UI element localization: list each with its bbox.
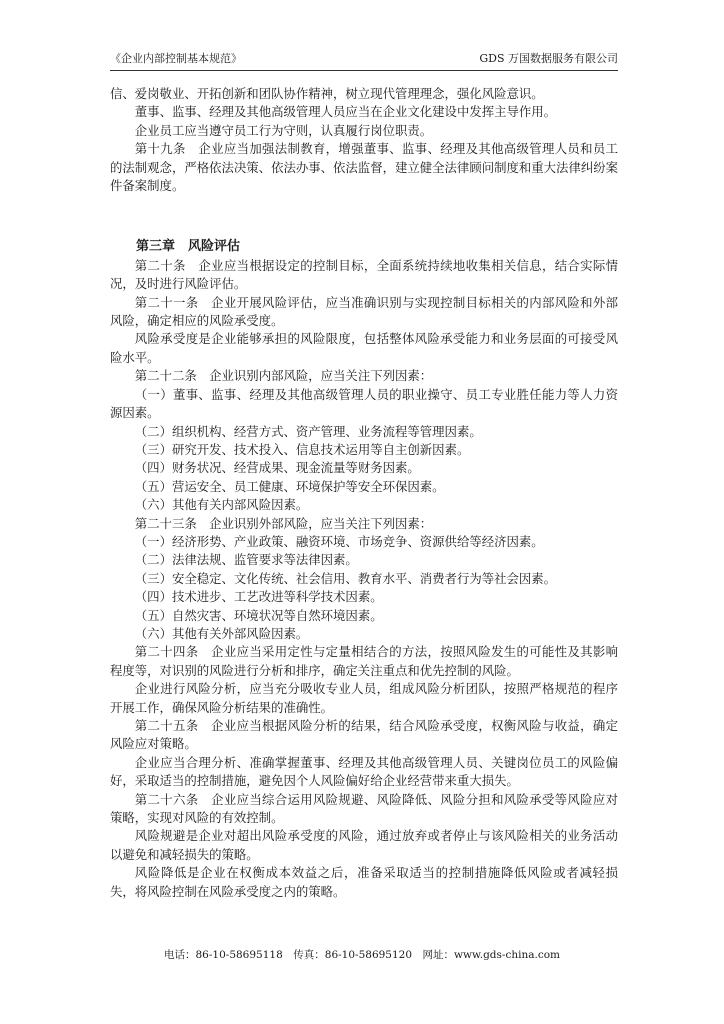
list-item: （二）组织机构、经营方式、资产管理、业务流程等管理因素。 [134, 423, 482, 439]
paragraph: 风险承受度是企业能够承担的风险限度，包括整体风险承受能力和业务层面的可接受风险水平。 [110, 331, 618, 365]
article-21: 第二十一条 企业开展风险评估，应当准确识别与实现控制目标相关的内部风险和外部风险，确定相应的风险承受度。 [110, 294, 618, 329]
article-26: 第二十六条 企业应当综合运用风险规避、风险降低、风险分担和风险承受等风险应对策略，实现对风险的有效控制。 [110, 791, 618, 826]
list-item: （六）其他有关内部风险因素。 [134, 497, 309, 513]
article-22: 第二十二条 企业识别内部风险，应当关注下列因素： [134, 368, 433, 384]
paragraph: 信、爱岗敬业、开拓创新和团队协作精神，树立现代管理理念，强化风险意识。 [110, 86, 544, 101]
list-item: （一）董事、监事、经理及其他高级管理人员的职业操守、员工专业胜任能力等人力资源因素。 [110, 386, 618, 421]
page-footer: 电话：86-10-58695118 传真：86-10-58695120 网址：www.gds-china.com [164, 949, 560, 961]
list-item: （五）自然灾害、环境状况等自然环境因素。 [134, 607, 383, 623]
list-item: （四）财务状况、经营成果、现金流量等财务因素。 [134, 460, 420, 476]
list-item: （六）其他有关外部风险因素。 [134, 625, 309, 641]
paragraph: 风险降低是企业在权衡成本效益之后，准备采取适当的控制措施降低风险或者减轻损失，将风险控制在风险承受度之内的策略。 [110, 865, 618, 899]
article-20: 第二十条 企业应当根据设定的控制目标，全面系统持续地收集相关信息，结合实际情况，及时进行风险评估。 [110, 257, 618, 292]
list-item: （三）安全稳定、文化传统、社会信用、教育水平、消费者行为等社会因素。 [134, 570, 557, 586]
list-item: （三）研究开发、技术投入、信息技术运用等自主创新因素。 [134, 441, 470, 457]
list-item: （四）技术进步、工艺改进等科学技术因素。 [134, 589, 383, 605]
article-24: 第二十四条 企业应当采用定性与定量相结合的方法，按照风险发生的可能性及其影响程度等，对识别的风险进行分析和排序，确定关注重点和优先控制的风险。 [110, 644, 618, 678]
paragraph: 企业进行风险分析，应当充分吸收专业人员，组成风险分析团队，按照严格规范的程序开展工作，确保风险分析结果的准确性。 [110, 681, 618, 715]
paragraph: 董事、监事、经理及其他高级管理人员应当在企业文化建设中发挥主导作用。 [134, 104, 557, 120]
list-item: （五）营运安全、员工健康、环境保护等安全环保因素。 [134, 478, 445, 494]
chapter-title: 第三章 风险评估 [136, 239, 241, 255]
header-document-title: 《企业内部控制基本规范》 [110, 52, 242, 65]
document-body [110, 85, 618, 901]
page-header [110, 50, 618, 71]
paragraph: 风险规避是企业对超出风险承受度的风险，通过放弃或者停止与该风险相关的业务活动以避免和减轻损失的策略。 [110, 828, 618, 862]
paragraph: 企业应当合理分析、准确掌握董事、经理及其他高级管理人员、关键岗位员工的风险偏好，采取适当的控制措施，避免因个人风险偏好给企业经营带来重大损失。 [110, 754, 618, 789]
paragraph: 企业员工应当遵守员工行为守则，认真履行岗位职责。 [134, 122, 433, 138]
header-company-name: GDS 万国数据服务有限公司 [479, 52, 618, 65]
article-23: 第二十三条 企业识别外部风险，应当关注下列因素： [134, 515, 433, 531]
article-19: 第十九条 企业应当加强法制教育，增强董事、监事、经理及其他高级管理人员和员工的法制观念，严格依法决策、依法办事、依法监督，建立健全法律顾问制度和重大法律纠纷案件备案制度。 [110, 141, 619, 194]
article-25: 第二十五条 企业应当根据风险分析的结果，结合风险承受度，权衡风险与收益，确定风险应对策略。 [110, 718, 618, 752]
list-item: （二）法律法规、监管要求等法律因素。 [134, 552, 358, 568]
list-item: （一）经济形势、产业政策、融资环境、市场竞争、资源供给等经济因素。 [134, 533, 544, 549]
